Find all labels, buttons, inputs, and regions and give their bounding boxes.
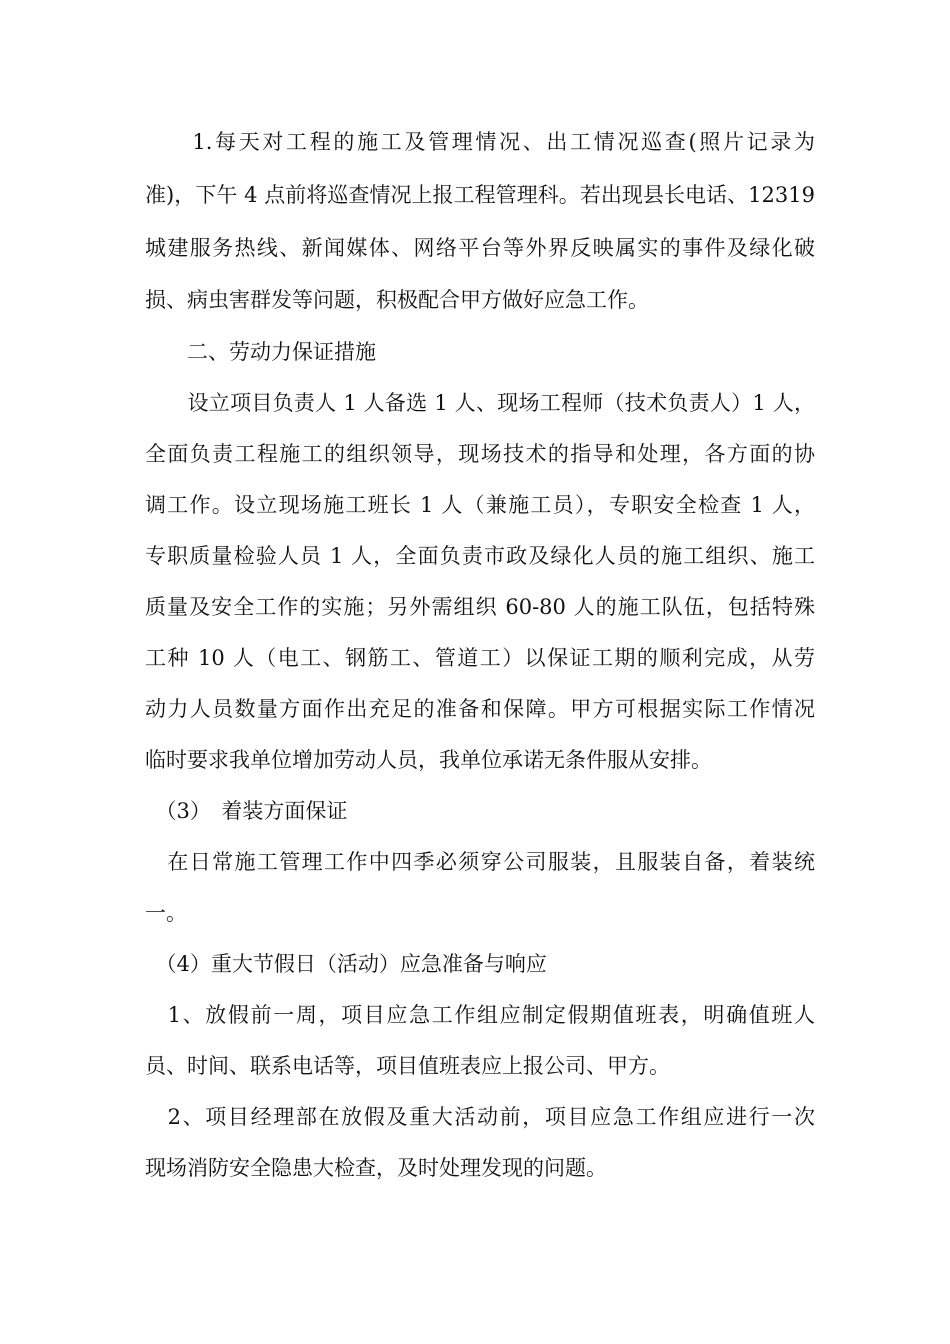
paragraph-3-line-1: 在日常施工管理工作中四季必须穿公司服装，且服装自备，着装统	[145, 850, 815, 874]
section-heading-attire: （3） 着装方面保证	[145, 799, 348, 823]
paragraph-2-line-7: 动力人员数量方面作出充足的准备和保障。甲方可根据实际工作情况	[145, 697, 815, 721]
paragraph-1-line-2: 准)，下午 4 点前将巡查情况上报工程管理科。若出现县长电话、12319	[145, 183, 815, 207]
paragraph-2-line-5: 质量及安全工作的实施；另外需组织 60-80 人的施工队伍，包括特殊	[145, 595, 815, 619]
section-heading-holiday: （4）重大节假日（活动）应急准备与响应	[145, 952, 547, 976]
paragraph-2-line-3: 调工作。设立现场施工班长 1 人（兼施工员），专职安全检查 1 人，	[145, 493, 815, 517]
paragraph-5-line-2: 现场消防安全隐患大检查，及时处理发现的问题。	[145, 1156, 607, 1180]
paragraph-1-line-3: 城建服务热线、新闻媒体、网络平台等外界反映属实的事件及绿化破	[145, 236, 815, 260]
paragraph-1-line-4: 损、病虫害群发等问题，积极配合甲方做好应急工作。	[145, 288, 649, 312]
paragraph-2-line-4: 专职质量检验人员 1 人，全面负责市政及绿化人员的施工组织、施工	[145, 544, 815, 568]
paragraph-1-line-1: 1.每天对工程的施工及管理情况、出工情况巡查(照片记录为	[145, 130, 815, 154]
paragraph-5-line-1: 2、项目经理部在放假及重大活动前，项目应急工作组应进行一次	[145, 1105, 815, 1129]
paragraph-2-line-8: 临时要求我单位增加劳动人员，我单位承诺无条件服从安排。	[145, 748, 712, 772]
paragraph-4-line-2: 员、时间、联系电话等，项目值班表应上报公司、甲方。	[145, 1054, 670, 1078]
paragraph-2-line-1: 设立项目负责人 1 人备选 1 人、现场工程师（技术负责人）1 人，	[145, 391, 815, 415]
section-heading-labor: 二、劳动力保证措施	[145, 340, 376, 364]
paragraph-2-line-6: 工种 10 人（电工、钢筋工、管道工）以保证工期的顺利完成，从劳	[145, 646, 815, 670]
paragraph-2-line-2: 全面负责工程施工的组织领导，现场技术的指导和处理，各方面的协	[145, 442, 815, 466]
paragraph-3-line-2: 一。	[145, 901, 187, 925]
paragraph-4-line-1: 1、放假前一周，项目应急工作组应制定假期值班表，明确值班人	[145, 1003, 815, 1027]
